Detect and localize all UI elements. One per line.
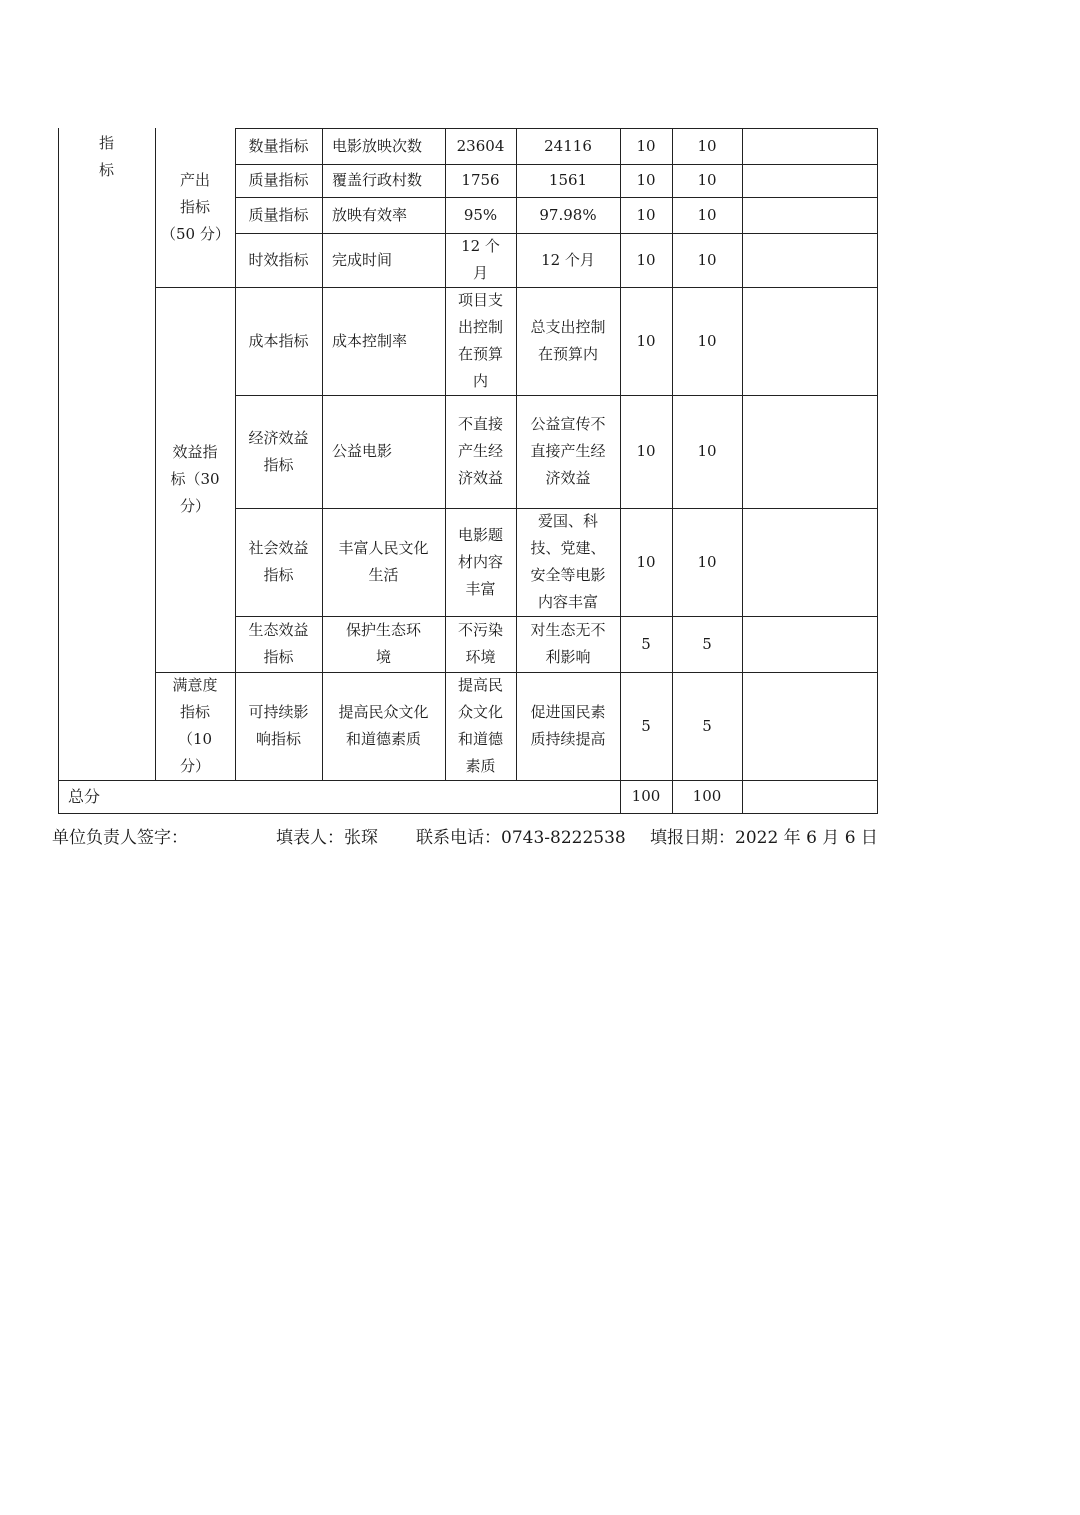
table-cell-weight: 10 bbox=[636, 171, 656, 189]
table-cell-category: 数量指标 bbox=[248, 136, 309, 155]
table-cell-weight: 10 bbox=[636, 250, 656, 269]
table-cell-actual: 24116 bbox=[544, 136, 592, 155]
table-cell-category: 生态效益 指标 bbox=[248, 621, 309, 666]
section-label-benefit: 效益指 标（30 分） bbox=[170, 443, 220, 515]
table-cell-target: 提高民 众文化 和道德 素质 bbox=[457, 676, 503, 775]
total-score: 100 bbox=[692, 787, 722, 805]
table-cell-score: 10 bbox=[697, 205, 717, 224]
table-cell-score: 10 bbox=[697, 442, 717, 460]
table-cell-weight: 5 bbox=[641, 716, 651, 735]
indicator-group-label: 指 标 bbox=[98, 134, 114, 179]
table-cell-category: 质量指标 bbox=[248, 171, 309, 189]
table-cell-score: 10 bbox=[697, 171, 717, 189]
table-cell-note bbox=[742, 197, 877, 233]
table-cell-weight: 5 bbox=[641, 634, 651, 653]
table-cell-actual: 对生态无不 利影响 bbox=[530, 621, 606, 666]
table-cell-target: 电影题 材内容 丰富 bbox=[457, 525, 503, 598]
table-cell-category: 可持续影 响指标 bbox=[248, 703, 309, 748]
table-cell-indicator: 提高民众文化 和道德素质 bbox=[338, 703, 429, 748]
table-cell-score: 10 bbox=[697, 250, 717, 269]
table-cell-weight: 10 bbox=[636, 552, 656, 571]
total-weight: 100 bbox=[631, 787, 661, 805]
table-cell-category: 时效指标 bbox=[248, 250, 309, 269]
table-cell-weight: 10 bbox=[636, 205, 656, 224]
table-cell-note bbox=[742, 616, 877, 672]
table-cell-category: 社会效益 指标 bbox=[248, 539, 309, 584]
footer-date: 填报日期：2022 年 6 月 6 日 bbox=[650, 828, 878, 848]
table-cell-target: 12 个 月 bbox=[461, 237, 500, 282]
table-cell-target: 不污染 环境 bbox=[457, 621, 503, 666]
table-border bbox=[58, 128, 59, 813]
table-cell-actual: 12 个月 bbox=[541, 250, 595, 269]
table-cell-category: 经济效益 指标 bbox=[248, 428, 309, 474]
table-cell-actual: 1561 bbox=[548, 171, 588, 189]
table-cell-indicator: 完成时间 bbox=[332, 250, 393, 269]
table-cell-actual: 97.98% bbox=[539, 205, 597, 224]
table-cell-target: 不直接 产生经 济效益 bbox=[457, 415, 503, 487]
table-cell-indicator: 电影放映次数 bbox=[332, 136, 423, 155]
table-cell-indicator: 丰富人民文化 生活 bbox=[338, 539, 429, 584]
section-label-output: 产出 指标 （50 分） bbox=[161, 171, 230, 243]
table-cell-target: 95% bbox=[463, 205, 498, 224]
table-border bbox=[877, 128, 878, 814]
total-label: 总分 bbox=[68, 787, 101, 806]
table-cell-note bbox=[742, 233, 877, 287]
table-cell-weight: 10 bbox=[636, 442, 656, 460]
table-cell-note bbox=[742, 395, 877, 508]
table-cell-weight: 10 bbox=[636, 331, 656, 350]
footer-phone: 联系电话：0743-8222538 bbox=[416, 828, 626, 848]
total-note bbox=[742, 780, 877, 813]
table-cell-actual: 爱国、科 技、党建、 安全等电影 内容丰富 bbox=[530, 512, 606, 611]
table-cell-indicator: 放映有效率 bbox=[332, 205, 408, 224]
table-cell-actual: 公益宣传不 直接产生经 济效益 bbox=[530, 415, 606, 487]
section-label-satisfaction: 满意度 指标 （10 分） bbox=[172, 676, 218, 775]
table-cell-indicator: 保护生态环 境 bbox=[345, 621, 421, 666]
table-cell-category: 成本指标 bbox=[248, 331, 309, 350]
table-cell-category: 质量指标 bbox=[248, 205, 309, 224]
table-cell-target: 23604 bbox=[456, 136, 505, 155]
table-cell-indicator: 覆盖行政村数 bbox=[332, 171, 423, 189]
table-cell-target: 1756 bbox=[461, 171, 500, 189]
table-cell-note bbox=[742, 508, 877, 616]
table-cell-actual: 总支出控制 在预算内 bbox=[530, 318, 606, 363]
table-cell-indicator: 公益电影 bbox=[332, 442, 393, 460]
table-cell-score: 5 bbox=[702, 634, 712, 653]
table-cell-indicator: 成本控制率 bbox=[332, 331, 408, 350]
table-cell-score: 5 bbox=[702, 716, 712, 735]
table-cell-score: 10 bbox=[697, 136, 717, 155]
table-cell-score: 10 bbox=[697, 331, 717, 350]
footer-signature-label: 单位负责人签字： bbox=[52, 828, 188, 848]
table-cell-note bbox=[742, 672, 877, 780]
table-border bbox=[58, 813, 878, 814]
footer-filler: 填表人：张琛 bbox=[276, 828, 378, 848]
table-cell-note bbox=[742, 128, 877, 164]
table-cell-target: 项目支 出控制 在预算 内 bbox=[457, 291, 503, 390]
table-cell-actual: 促进国民素 质持续提高 bbox=[530, 703, 606, 748]
table-cell-note bbox=[742, 164, 877, 197]
table-cell-score: 10 bbox=[697, 552, 717, 571]
table-cell-note bbox=[742, 287, 877, 395]
table-cell-weight: 10 bbox=[636, 136, 656, 155]
